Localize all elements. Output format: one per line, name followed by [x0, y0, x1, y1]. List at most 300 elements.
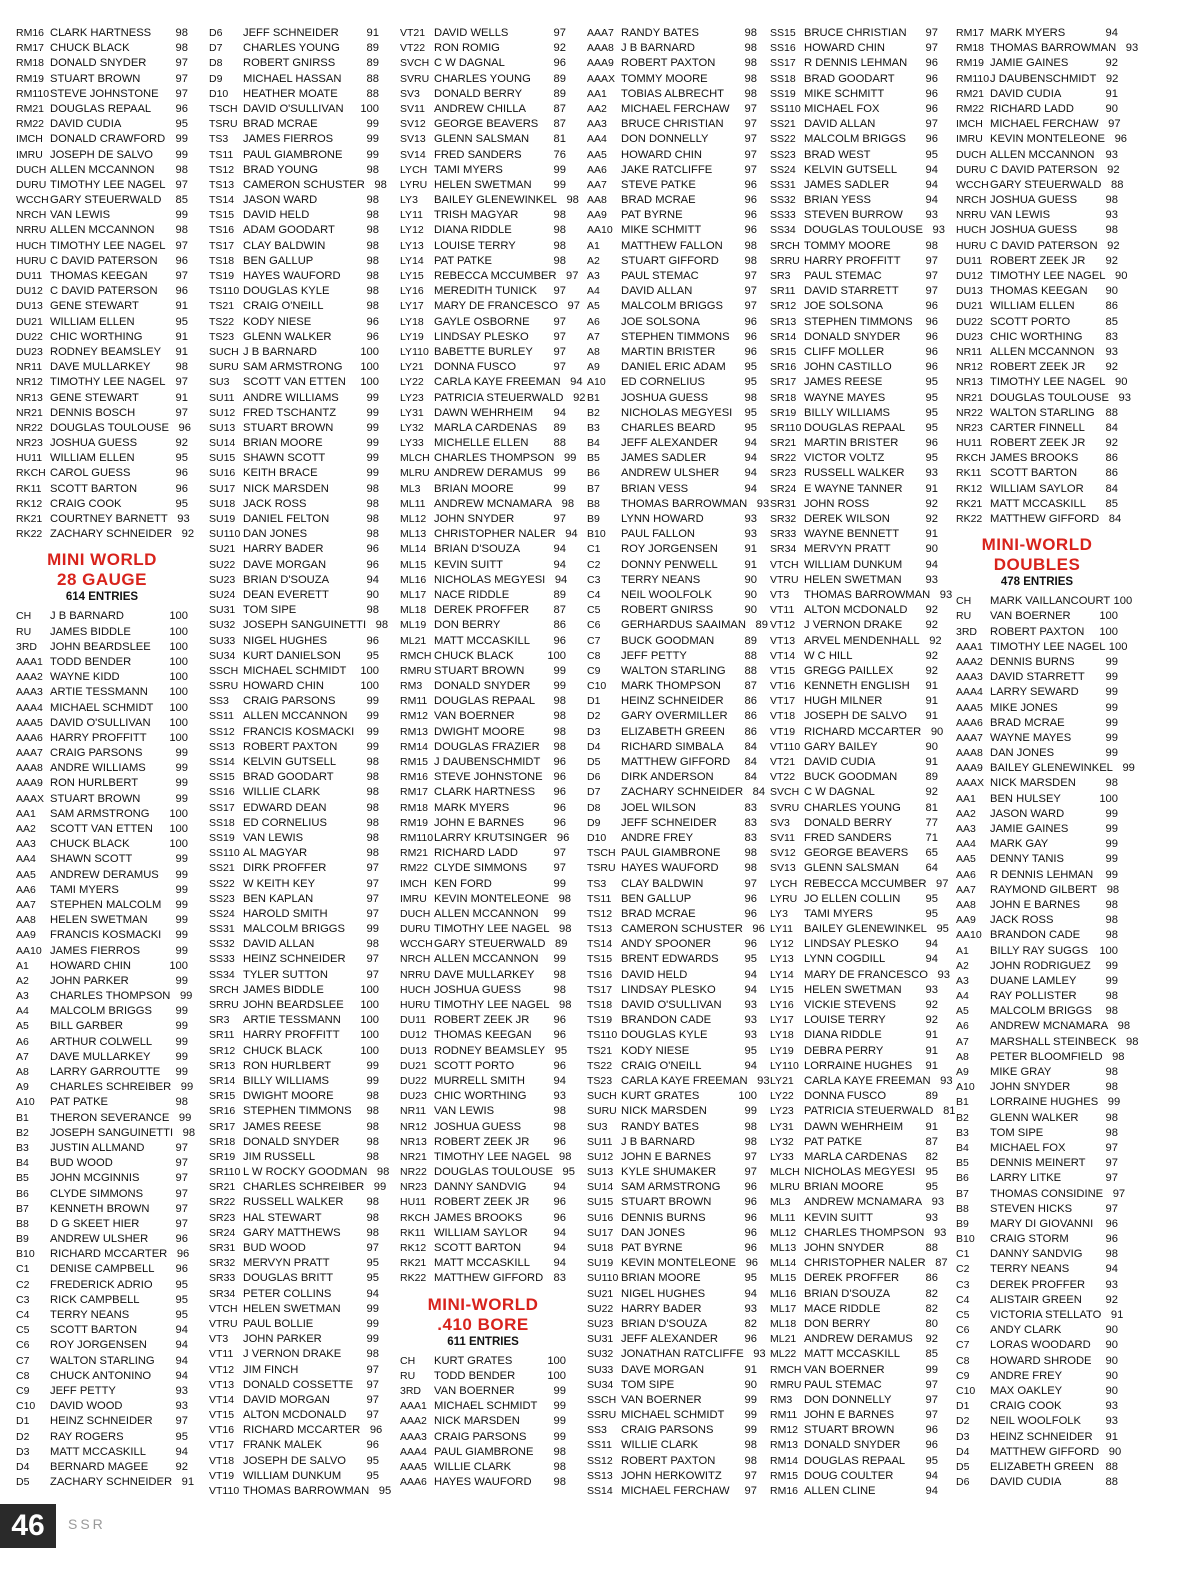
class-code: TS19 [587, 1014, 613, 1027]
score: 96 [175, 1233, 188, 1246]
result-row [587, 254, 757, 269]
result-row [16, 1262, 188, 1277]
shooter-name: LYNN COGDILL [804, 953, 886, 966]
score: 99 [175, 853, 188, 866]
result-row [16, 1460, 188, 1475]
shooter-name: LOUISE TERRY [434, 239, 516, 252]
result-row [16, 1111, 192, 1126]
result-row [770, 755, 938, 770]
shooter-name: WAYNE MAYES [804, 391, 886, 404]
result-row [956, 685, 1118, 700]
class-code: LY22 [770, 1090, 794, 1103]
class-code: SS32 [770, 194, 796, 207]
class-code: LY32 [400, 421, 424, 434]
result-row [587, 785, 766, 800]
class-code: VTCH [770, 558, 799, 571]
shooter-name: TIMOTHY LEE NAGEL [50, 239, 166, 252]
result-row [770, 1347, 938, 1362]
score: 86 [553, 619, 566, 632]
score: 81 [943, 1105, 956, 1118]
shooter-name: W KEITH KEY [243, 877, 316, 890]
result-row [587, 1332, 757, 1347]
shooter-name: HEINZ SCHNEIDER [50, 1415, 153, 1428]
result-row [400, 239, 566, 254]
result-row [400, 664, 566, 679]
shooter-name: LINDSAY PLESKO [434, 330, 529, 343]
shooter-name: NICK MARSDEN [243, 482, 329, 495]
score: 99 [366, 148, 379, 161]
shooter-name: MARK THOMPSON [621, 680, 721, 693]
shooter-name: KODY NIESE [243, 315, 312, 328]
shooter-name: JIM RUSSELL [243, 1150, 316, 1163]
shooter-name: JO ELLEN COLLIN [804, 892, 901, 905]
class-code: AAA5 [400, 1460, 427, 1473]
score: 99 [175, 762, 188, 775]
class-code: MLRU [770, 1181, 800, 1194]
score: 84 [744, 771, 757, 784]
shooter-name: VAN LEWIS [990, 209, 1051, 222]
score: 86 [1105, 467, 1118, 480]
shooter-name: GARY OVERMILLER [621, 710, 728, 723]
class-code: SU12 [209, 406, 236, 419]
shooter-name: HOWARD CHIN [50, 959, 131, 972]
result-row [400, 618, 566, 633]
result-row [587, 345, 757, 360]
score: 98 [1105, 1081, 1118, 1094]
event-subtitle: DOUBLES [993, 555, 1081, 575]
class-code: B7 [587, 482, 600, 495]
class-code: SR34 [209, 1287, 236, 1300]
result-row [209, 391, 379, 406]
result-row [400, 1241, 566, 1256]
result-row [16, 148, 188, 163]
score: 96 [366, 330, 379, 343]
shooter-name: RICK CAMPBELL [50, 1293, 140, 1306]
score: 96 [744, 194, 757, 207]
class-code: DU12 [400, 1029, 427, 1042]
shooter-name: DONNA FUSCO [434, 361, 517, 374]
shooter-name: SAM ARMSTRONG [621, 1181, 721, 1194]
score: 100 [1099, 610, 1118, 623]
shooter-name: RANDY BATES [621, 27, 699, 39]
score: 93 [175, 1400, 188, 1413]
result-row [956, 284, 1118, 299]
class-code: A6 [16, 1035, 29, 1048]
score: 97 [175, 57, 188, 70]
class-code: SS21 [209, 862, 235, 875]
class-code: VT16 [770, 680, 796, 693]
class-code: RM13 [400, 725, 429, 738]
shooter-name: DOUGLAS REPAAL [804, 421, 906, 434]
score: 98 [744, 391, 757, 404]
score: 94 [744, 452, 757, 465]
shooter-name: CHUCK BLACK [50, 838, 130, 851]
score: 98 [1105, 914, 1118, 927]
shooter-name: BRIAN MOORE [243, 437, 323, 450]
result-row [587, 1195, 757, 1210]
class-code: SVCH [400, 57, 430, 70]
class-code: RM110 [16, 87, 50, 100]
shooter-name: JOHN SNYDER [434, 513, 515, 525]
class-code: A8 [16, 1066, 29, 1078]
class-code: SS22 [770, 133, 796, 146]
class-code: A1 [16, 959, 29, 972]
result-row [587, 482, 757, 497]
result-row [400, 846, 566, 861]
result-row [770, 952, 938, 967]
shooter-name: BEN GALLUP [243, 254, 314, 267]
shooter-name: ZACHARY SCHNEIDER [50, 1476, 173, 1489]
shooter-name: MARY DI GIOVANNI [990, 1217, 1094, 1230]
result-row [400, 1028, 566, 1043]
result-row [770, 664, 938, 679]
class-code: AAA4 [956, 686, 983, 699]
shooter-name: BAILEY GLENEWINKEL [434, 194, 557, 207]
class-code: SS3 [209, 695, 229, 708]
class-code: B4 [16, 1157, 29, 1170]
class-code: SS18 [770, 72, 796, 85]
score: 71 [925, 831, 938, 844]
class-code: AA1 [587, 87, 607, 100]
result-row [587, 330, 757, 345]
shooter-name: DOUGLAS REPAAL [434, 695, 536, 708]
class-code: LYCH [770, 877, 798, 890]
class-code: SR24 [209, 1226, 236, 1239]
result-row [770, 466, 938, 481]
result-row [587, 41, 757, 56]
class-code: SR32 [770, 513, 797, 525]
shooter-name: KURT GRATES [434, 1354, 513, 1367]
score: 94 [744, 482, 757, 495]
score: 92 [925, 649, 938, 662]
result-row [400, 679, 566, 694]
class-code: SR12 [209, 1044, 236, 1057]
result-row [400, 315, 566, 330]
score: 99 [553, 877, 566, 890]
score: 93 [940, 1074, 953, 1087]
score: 91 [925, 1120, 938, 1133]
score: 96 [556, 831, 570, 844]
class-code: SU33 [587, 1363, 614, 1376]
class-code: TS3 [587, 877, 607, 890]
result-row [16, 466, 188, 481]
shooter-name: CRAIG PARSONS [434, 1430, 527, 1443]
score: 98 [366, 801, 379, 814]
class-code: LY110 [400, 345, 429, 358]
score: 95 [744, 1272, 757, 1285]
shooter-name: HELEN SWETMAN [50, 914, 148, 927]
score: 81 [553, 133, 566, 146]
result-row [209, 1256, 379, 1271]
shooter-name: HARRY PROFFITT [243, 1029, 340, 1042]
result-row [16, 208, 188, 223]
class-code: D10 [587, 831, 607, 844]
result-row [770, 770, 938, 785]
shooter-name: CHARLES YOUNG [804, 801, 901, 814]
result-row [400, 102, 566, 117]
result-row [400, 72, 566, 87]
result-row [956, 1156, 1118, 1171]
shooter-name: RICHARD MCCARTER [50, 1248, 168, 1261]
result-row [956, 1308, 1124, 1323]
class-code: D9 [587, 816, 601, 829]
class-code: AA7 [956, 883, 976, 896]
shooter-name: J B BARNARD [621, 1135, 695, 1148]
result-row [16, 959, 188, 974]
shooter-name: CLIFF MOLLER [804, 345, 885, 358]
class-code: A5 [587, 300, 600, 313]
class-code: AA6 [587, 163, 607, 176]
result-row [400, 1460, 566, 1475]
result-row [16, 974, 188, 989]
score: 99 [175, 944, 188, 957]
score: 95 [925, 1166, 938, 1179]
shooter-name: TRISH MAGYAR [434, 209, 519, 222]
shooter-name: LARRY LITKE [990, 1172, 1062, 1185]
shooter-name: MARY DE FRANCESCO [804, 968, 928, 981]
shooter-name: CHARLES YOUNG [434, 72, 531, 85]
result-row [956, 837, 1118, 852]
result-row [770, 1028, 938, 1043]
shooter-name: RON HURLBERT [50, 777, 139, 790]
shooter-name: ROBERT ZEEK JR [990, 437, 1086, 450]
class-code: SS3 [587, 1424, 607, 1437]
class-code: SU22 [587, 1302, 614, 1315]
result-row [16, 837, 188, 852]
result-row [209, 1469, 379, 1484]
result-row [209, 375, 379, 390]
shooter-name: TAMI MYERS [804, 907, 873, 920]
score: 98 [1105, 777, 1118, 790]
result-row [956, 512, 1122, 527]
class-code: SV11 [770, 831, 795, 844]
score: 97 [175, 1415, 188, 1428]
shooter-name: JOHN PARKER [243, 1333, 322, 1346]
score: 98 [366, 1348, 379, 1361]
result-row [956, 1399, 1118, 1414]
score: 92 [925, 1333, 938, 1346]
class-code: D2 [16, 1430, 30, 1443]
class-code: SS22 [209, 877, 235, 890]
shooter-name: DANIEL FELTON [243, 513, 330, 525]
score: 96 [925, 437, 938, 450]
result-row [956, 807, 1118, 822]
shooter-name: JEFF PETTY [621, 649, 687, 662]
shooter-name: WALTON STARLING [50, 1354, 155, 1367]
result-row [400, 1074, 566, 1089]
result-row [16, 1247, 188, 1262]
shooter-name: JAMES REESE [804, 376, 883, 389]
class-code: B5 [956, 1157, 969, 1170]
class-code: AA6 [16, 883, 36, 896]
result-row [400, 223, 566, 238]
result-row [770, 436, 938, 451]
result-row [16, 1293, 188, 1308]
class-code: SSRU [209, 680, 239, 693]
score: 98 [175, 27, 188, 39]
shooter-name: GREGG PAILLEX [804, 664, 894, 677]
result-row [956, 132, 1128, 147]
class-code: NR12 [400, 1120, 427, 1133]
result-row [770, 193, 938, 208]
score: 95 [175, 452, 188, 465]
shooter-name: SCOTT BARTON [434, 1242, 522, 1254]
score: 84 [744, 756, 757, 768]
result-row [16, 685, 188, 700]
score: 97 [744, 118, 757, 131]
class-code: C2 [16, 1278, 30, 1291]
shooter-name: MACE RIDDLE [804, 1302, 881, 1315]
class-code: VT19 [770, 725, 796, 738]
score: 95 [744, 376, 757, 389]
score: 86 [744, 710, 757, 723]
shooter-name: NICHOLAS MEGYESI [621, 406, 733, 419]
class-code: RM15 [770, 1469, 799, 1482]
score: 97 [553, 513, 566, 525]
score: 100 [169, 655, 188, 668]
score: 91 [925, 1029, 938, 1042]
result-row [400, 406, 566, 421]
class-code: NR11 [400, 1105, 427, 1118]
class-code: SR19 [770, 406, 797, 419]
class-code: SU19 [209, 513, 236, 525]
score: 82 [925, 1287, 938, 1300]
shooter-name: NEIL WOOLFOLK [990, 1415, 1081, 1428]
score: 98 [366, 1120, 379, 1133]
class-code: SR22 [770, 452, 797, 465]
score: 93 [1105, 1278, 1118, 1291]
shooter-name: CHUCK BLACK [434, 649, 514, 662]
class-code: B4 [587, 437, 600, 450]
result-row [16, 375, 188, 390]
class-code: AA9 [956, 914, 976, 927]
class-code: A10 [956, 1081, 975, 1094]
result-row [587, 861, 757, 876]
class-code: D8 [209, 57, 223, 70]
class-code: TS21 [209, 300, 235, 313]
class-code: LY12 [400, 224, 424, 237]
result-row [770, 846, 938, 861]
class-code: LY3 [400, 194, 418, 207]
shooter-name: DUANE LAMLEY [990, 974, 1077, 987]
result-row [16, 928, 188, 943]
shooter-name: DEBRA PERRY [804, 1044, 884, 1057]
class-code: ML11 [770, 1211, 796, 1224]
class-code: SR110 [770, 421, 802, 434]
result-row [16, 1232, 188, 1247]
result-row [587, 421, 757, 436]
result-row [400, 709, 566, 724]
score: 97 [744, 270, 757, 282]
score: 97 [175, 87, 188, 100]
result-row [209, 87, 379, 102]
class-code: AA3 [956, 823, 976, 835]
score: 93 [1105, 1400, 1118, 1413]
result-row [587, 1256, 757, 1271]
score: 94 [554, 573, 568, 586]
shooter-name: CHUCK BLACK [243, 1044, 323, 1057]
result-row [209, 345, 379, 360]
result-row [16, 807, 188, 822]
score: 89 [553, 588, 566, 601]
shooter-name: PATRICIA STEUERWALD [804, 1105, 934, 1118]
shooter-name: TOM SIPE [243, 604, 297, 617]
score: 92 [929, 634, 942, 647]
class-code: SS31 [209, 923, 235, 936]
score: 85 [1105, 315, 1118, 328]
class-code: A9 [587, 361, 600, 374]
score: 96 [925, 300, 938, 313]
results-column [16, 26, 196, 1490]
result-row [770, 41, 938, 56]
result-row [770, 482, 938, 497]
result-row [956, 482, 1118, 497]
shooter-name: STEVE JOHNSTONE [434, 771, 543, 784]
result-row [400, 952, 566, 967]
result-row [587, 1438, 757, 1453]
class-code: SU31 [209, 604, 236, 617]
shooter-name: BRIAN MOORE [434, 482, 514, 495]
entries-count: 614 ENTRIES [65, 591, 139, 604]
score: 84 [1108, 513, 1122, 525]
shooter-name: JOEL WILSON [621, 801, 696, 814]
score: 94 [925, 953, 938, 966]
class-code: RM19 [400, 816, 429, 829]
shooter-name: JAMES BIDDLE [243, 983, 324, 996]
shooter-name: C DAVID PATERSON [50, 285, 158, 298]
score: 96 [1114, 133, 1128, 146]
result-row [956, 330, 1118, 345]
result-row [956, 41, 1139, 56]
result-row [209, 618, 389, 633]
class-code: VT11 [209, 1348, 234, 1361]
shooter-name: KURT DANIELSON [243, 649, 341, 662]
score: 98 [553, 725, 566, 738]
result-row [587, 998, 757, 1013]
shooter-name: BAILEY GLENEWINKEL [990, 762, 1113, 775]
score: 95 [554, 1044, 568, 1057]
shooter-name: GEORGE BEAVERS [804, 847, 909, 860]
shooter-name: DON BERRY [434, 619, 501, 632]
shooter-name: MATT MCCASKILL [804, 1348, 900, 1361]
shooter-name: SAM ARMSTRONG [243, 361, 343, 374]
score: 98 [561, 497, 575, 510]
class-code: NRRU [16, 224, 47, 237]
shooter-name: GLENN WALKER [990, 1111, 1079, 1124]
class-code: VT11 [770, 604, 795, 617]
result-row [209, 1211, 379, 1226]
score: 83 [553, 1272, 566, 1285]
score: 98 [375, 619, 389, 632]
shooter-name: ALLEN MCCANNON [434, 907, 539, 920]
result-row [400, 527, 578, 542]
shooter-name: MATTHEW GIFFORD [990, 513, 1100, 525]
result-row [16, 163, 188, 178]
result-row [587, 527, 757, 542]
result-row [16, 391, 188, 406]
score: 94 [175, 1339, 188, 1352]
result-row [587, 269, 757, 284]
result-row [956, 72, 1118, 87]
shooter-name: DAN JONES [243, 528, 308, 541]
shooter-name: JOHN ROSS [804, 497, 870, 510]
class-code: LY14 [400, 254, 424, 267]
score: 92 [925, 786, 938, 799]
result-row [587, 1393, 757, 1408]
shooter-name: PATRICIA STEUERWALD [434, 391, 564, 404]
shooter-name: GLENN SALSMAN [804, 862, 900, 875]
score: 96 [744, 1196, 757, 1209]
